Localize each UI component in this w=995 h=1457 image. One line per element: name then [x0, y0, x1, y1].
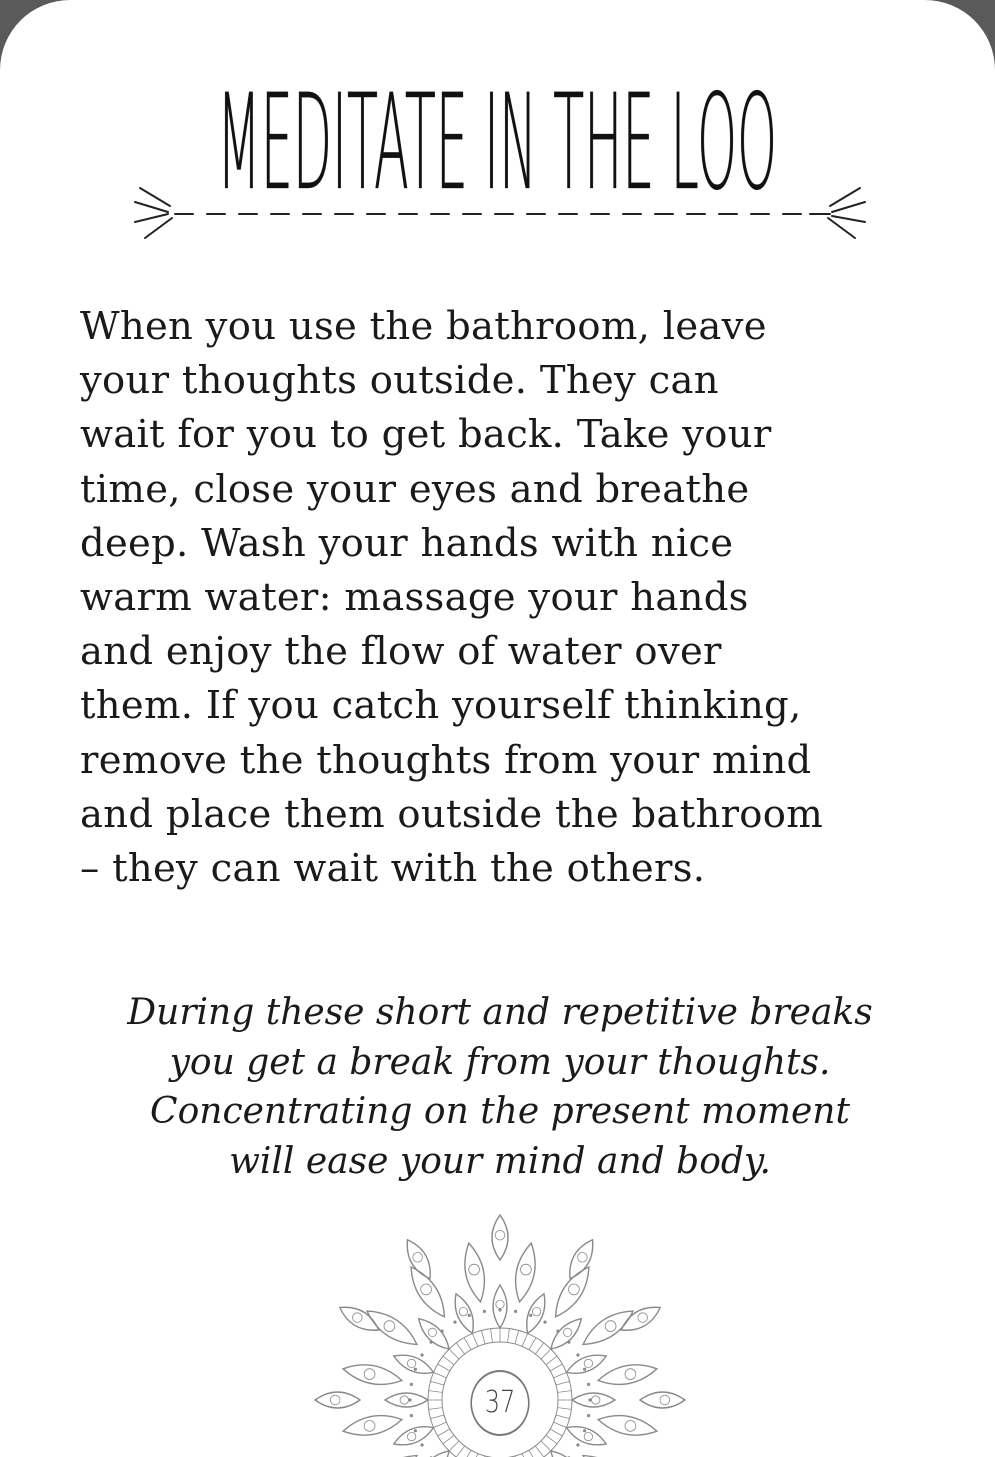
body-line: and enjoy the flow of water over [80, 629, 722, 675]
quote-line: you get a break from your thoughts. [169, 1041, 831, 1083]
body-line: When you use the bathroom, leave [80, 304, 767, 349]
body-paragraph [80, 300, 940, 896]
body-line: warm water: massage your hands [80, 575, 749, 621]
arrow-tail-divider-icon [130, 180, 870, 250]
body-line: time, close your eyes and breathe [80, 466, 750, 512]
body-line: remove the thoughts from your mind [80, 737, 812, 783]
body-line: wait for you to get back. Take your [80, 412, 772, 458]
body-line: – they can wait with the others. [80, 846, 706, 892]
page-number: 37 [470, 1370, 529, 1436]
body-line: deep. Wash your hands with nice [80, 520, 734, 566]
card-title [0, 60, 995, 200]
card-title-text: MEDITATE IN THE LOO [217, 66, 777, 200]
quote-line: Concentrating on the present moment [150, 1091, 850, 1132]
quote-line: will ease your mind and body. [229, 1140, 771, 1182]
body-line: your thoughts outside. They can [80, 358, 719, 404]
quote-paragraph [60, 988, 940, 1186]
body-line: them. If you catch yourself thinking, [80, 683, 802, 729]
body-line: and place them outside the bathroom [80, 791, 824, 837]
quote-line: During these short and repetitive breaks [127, 992, 873, 1033]
